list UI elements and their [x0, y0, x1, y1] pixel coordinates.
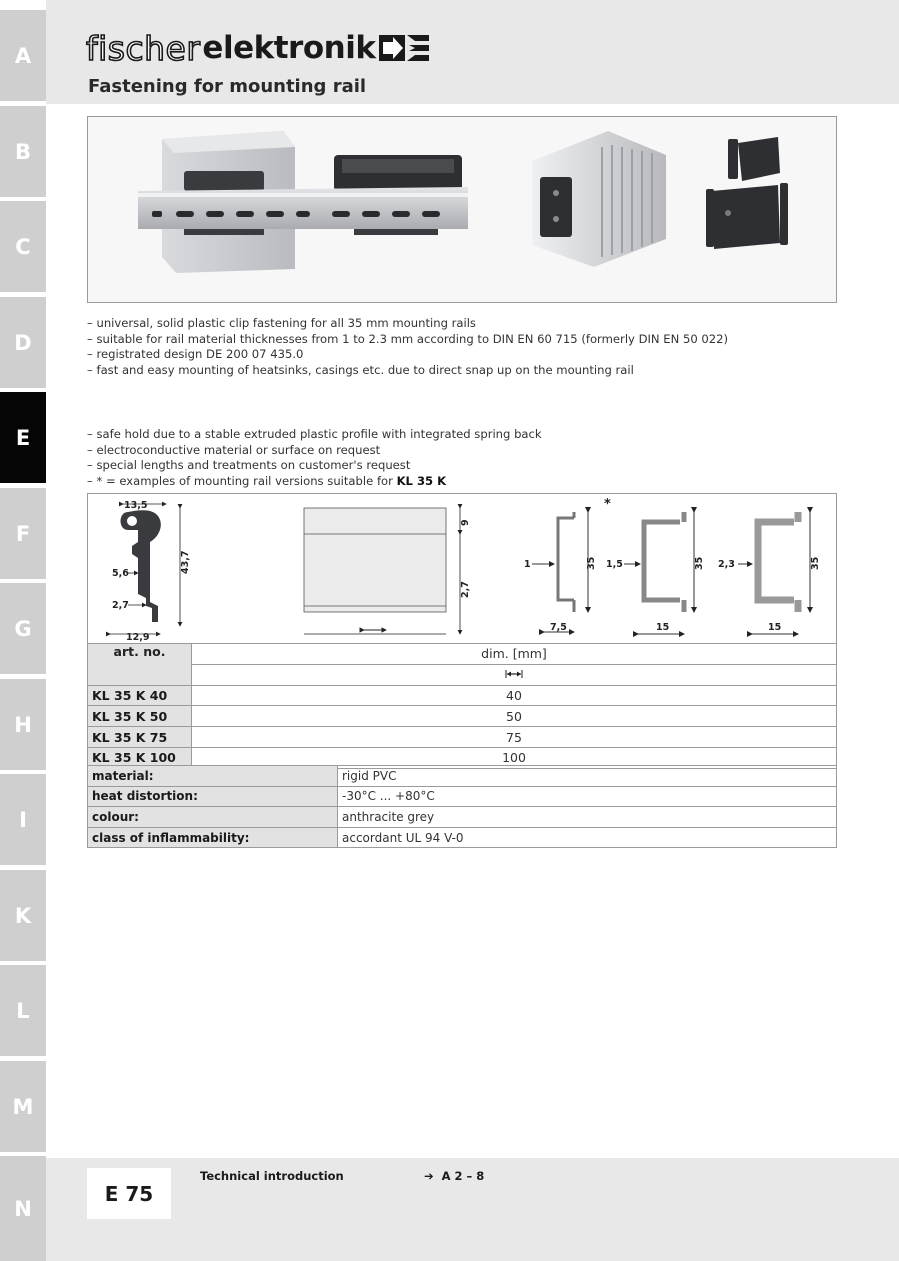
index-tab-h[interactable]: H — [0, 679, 46, 770]
property-value: -30°C ... +80°C — [338, 786, 837, 807]
dim-12-9: 12,9 — [126, 632, 150, 643]
feature-item: – electroconductive material or surface on request — [87, 442, 381, 457]
clip-profile-drawing — [110, 500, 191, 643]
rail-profile-drawings — [524, 497, 821, 634]
dim-cell: 75 — [192, 727, 837, 748]
logo-text-fischer: fischer — [86, 28, 201, 68]
table-row — [88, 727, 837, 748]
index-tabs — [0, 0, 46, 1261]
table-row — [88, 807, 837, 828]
table-header-icon-row — [88, 664, 837, 685]
table-row — [88, 786, 837, 807]
dim-43-7: 43,7 — [180, 550, 191, 574]
index-tab-d[interactable]: D — [0, 297, 46, 388]
index-tab-b[interactable]: B — [0, 106, 46, 197]
property-label: heat distortion: — [88, 786, 338, 807]
logo-arrow-icon — [379, 33, 429, 63]
dim-5-6: 5,6 — [112, 568, 129, 579]
index-tab-i[interactable]: I — [0, 774, 46, 865]
logo-text-elektronik: elektronik — [202, 29, 376, 66]
table-row — [88, 685, 837, 706]
dim-13-5: 13,5 — [124, 500, 148, 511]
dim-2-7-profile: 2,7 — [112, 600, 129, 611]
feature-item: – safe hold due to a stable extruded plastic profile with integrated spring back — [87, 427, 542, 441]
property-label: class of inflammability: — [88, 827, 338, 848]
product-photo — [87, 116, 837, 303]
property-value: rigid PVC — [338, 766, 837, 787]
table-row — [88, 827, 837, 848]
feature-item — [87, 474, 542, 490]
dim-cell: 40 — [192, 685, 837, 706]
property-value: accordant UL 94 V-0 — [338, 827, 837, 848]
art-no-cell: KL 35 K 40 — [88, 685, 192, 706]
property-value: anthracite grey — [338, 807, 837, 828]
footer-reference-label: Technical introduction — [200, 1169, 344, 1183]
length-arrow-icon — [505, 669, 523, 679]
index-tab-n[interactable]: N — [0, 1156, 46, 1261]
rail1-height: 35 — [586, 556, 597, 570]
article-table — [87, 643, 837, 769]
dim-cell: 100 — [192, 747, 837, 768]
feature-item: – suitable for rail material thicknesses from 1 to 2.3 mm according to DIN EN 60 715 (formerly DIN EN 50 022) — [87, 331, 729, 346]
col-header-dim: dim. [mm] — [192, 644, 837, 665]
rail3-height: 35 — [810, 556, 821, 570]
index-tab-e[interactable]: E — [0, 392, 46, 483]
feature-text: – * = examples of mounting rail versions suitable for — [87, 473, 397, 488]
asterisk-mark: * — [604, 497, 611, 512]
rail2-width: 15 — [656, 622, 670, 633]
dim-9: 9 — [460, 519, 471, 526]
rail1-thickness: 1 — [524, 559, 531, 570]
feature-list-1 — [87, 316, 728, 378]
brand-logo — [86, 28, 429, 68]
rail3-thickness: 2,3 — [718, 559, 735, 570]
technical-drawings — [87, 493, 837, 643]
feature-item: – fast and easy mounting of heatsinks, casings etc. due to direct snap up on the mounting rail — [87, 362, 634, 377]
dim-2-7-front: 2,7 — [460, 581, 471, 598]
index-tab-a[interactable]: A — [0, 10, 46, 101]
index-tab-m[interactable]: M — [0, 1061, 46, 1152]
table-row — [88, 766, 837, 787]
feature-item: – special lengths and treatments on customer's request — [87, 458, 411, 473]
index-tab-l[interactable]: L — [0, 965, 46, 1056]
rail3-width: 15 — [768, 622, 782, 633]
col-header-art-no: art. no. — [88, 644, 192, 686]
dim-cell: 50 — [192, 706, 837, 727]
page-number: E 75 — [87, 1168, 171, 1219]
feature-bold-code: KL 35 K — [396, 473, 447, 488]
rail1-width: 7,5 — [550, 622, 567, 633]
page-title: Fastening for mounting rail — [88, 76, 367, 97]
material-table — [87, 765, 837, 848]
footer-cross-reference-link[interactable] — [424, 1169, 484, 1183]
property-label: material: — [88, 766, 338, 787]
clip-front-view-drawing — [304, 508, 471, 634]
footer-link-text: A 2 – 8 — [441, 1169, 485, 1183]
art-no-cell: KL 35 K 50 — [88, 706, 192, 727]
index-tab-c[interactable]: C — [0, 201, 46, 292]
feature-item: – universal, solid plastic clip fastening for all 35 mm mounting rails — [87, 316, 476, 330]
art-no-cell: KL 35 K 100 — [88, 747, 192, 768]
page-header — [46, 0, 899, 104]
rail2-thickness: 1,5 — [606, 559, 623, 570]
property-label: colour: — [88, 807, 338, 828]
feature-item: – registrated design DE 200 07 435.0 — [87, 347, 304, 362]
index-tab-g[interactable]: G — [0, 583, 46, 674]
length-dim-cell — [192, 664, 837, 685]
feature-list-2 — [87, 427, 542, 489]
art-no-cell: KL 35 K 75 — [88, 727, 192, 748]
arrow-right-icon: ➔ — [424, 1169, 434, 1183]
page-footer — [46, 1158, 899, 1261]
rail2-height: 35 — [694, 556, 705, 570]
table-header-row — [88, 644, 837, 665]
index-tab-f[interactable]: F — [0, 488, 46, 579]
table-row — [88, 706, 837, 727]
index-tab-k[interactable]: K — [0, 870, 46, 961]
